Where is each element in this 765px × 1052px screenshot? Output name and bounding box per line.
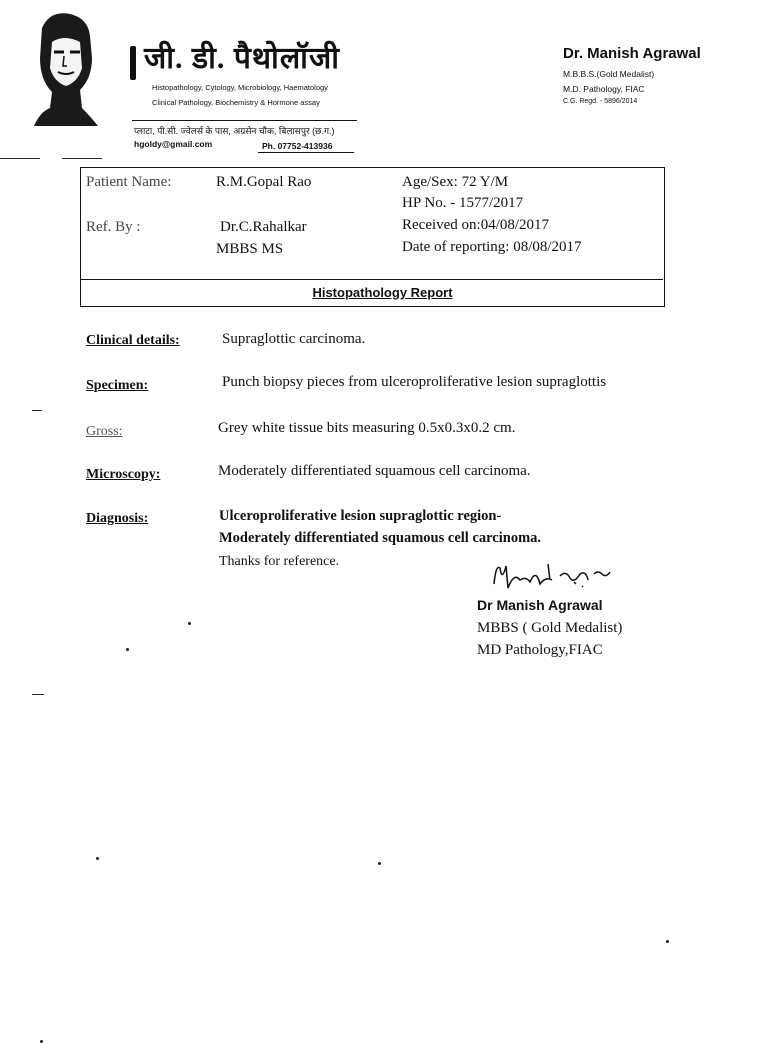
patient-box-divider — [80, 279, 663, 280]
diagnosis-label: Diagnosis: — [86, 511, 149, 526]
signatory-name: Dr Manish Agrawal — [477, 597, 603, 613]
handwritten-signature-image — [490, 558, 630, 598]
lab-services-line1: Histopathology, Cytology, Microbiology, Haematology — [152, 83, 328, 92]
scan-speck — [96, 857, 99, 860]
lab-name: जी. डी. पैथोलॉजी — [144, 42, 340, 75]
header-doctor-qual1: M.B.B.S.(Gold Medalist) — [563, 69, 655, 79]
lab-phone: Ph. 07752-413936 — [262, 141, 333, 151]
header-rule — [62, 158, 102, 159]
diagnosis-line2: Moderately differentiated squamous cell carcinoma. — [219, 530, 542, 546]
scan-mark — [32, 410, 42, 411]
scan-speck — [666, 940, 669, 943]
ref-doctor-qual: MBBS MS — [216, 241, 284, 257]
header-doctor-reg: C.G. Regd. - 5896/2014 — [563, 98, 638, 105]
specimen-value: Punch biopsy pieces from ulceroproliferative lesion supraglottis — [222, 374, 607, 390]
patient-name-label: Patient Name: — [86, 174, 172, 190]
doctor-portrait-image — [30, 8, 100, 128]
lab-address: प्लाटा, पी.सी. ज्वेलर्स के पास, अग्रसेन चौक, बिलासपुर (छ.ग.) — [134, 126, 335, 136]
patient-age-sex: Age/Sex: 72 Y/M — [402, 174, 509, 190]
divider — [132, 120, 357, 121]
gross-label: Gross: — [86, 424, 123, 439]
scan-mark — [32, 694, 44, 695]
diagnosis-line1: Ulceroproliferative lesion supraglottic region- — [219, 508, 502, 524]
thanks-note: Thanks for reference. — [219, 554, 340, 569]
clinical-details-value: Supraglottic carcinoma. — [222, 331, 366, 347]
lab-email: hgoldy@gmail.com — [134, 139, 213, 149]
scan-speck — [378, 862, 381, 865]
logo-mark — [130, 46, 136, 80]
microscopy-value: Moderately differentiated squamous cell carcinoma. — [218, 463, 531, 479]
ref-doctor: Dr.C.Rahalkar — [220, 219, 307, 235]
gross-value: Grey white tissue bits measuring 0.5x0.3x0.2 cm. — [218, 420, 516, 436]
lab-services-line2: Clinical Pathology, Biochemistry & Hormone assay — [152, 98, 320, 107]
scan-speck — [40, 1040, 43, 1043]
patient-name: R.M.Gopal Rao — [216, 174, 312, 190]
scan-speck — [188, 622, 191, 625]
reporting-date: Date of reporting: 08/08/2017 — [402, 239, 582, 255]
signatory-qual2: MD Pathology,FIAC — [477, 642, 603, 658]
specimen-label: Specimen: — [86, 378, 149, 393]
divider — [258, 152, 354, 153]
microscopy-label: Microscopy: — [86, 467, 161, 482]
clinical-details-label: Clinical details: — [86, 333, 180, 348]
ref-by-label: Ref. By : — [86, 219, 141, 235]
header-doctor-name: Dr. Manish Agrawal — [563, 45, 701, 62]
header-rule — [0, 158, 40, 159]
signatory-qual1: MBBS ( Gold Medalist) — [477, 620, 623, 636]
hp-number: HP No. - 1577/2017 — [402, 195, 524, 211]
scan-speck — [126, 648, 129, 651]
header-doctor-qual2: M.D. Pathology, FIAC — [563, 84, 645, 94]
report-title: Histopathology Report — [312, 285, 453, 300]
received-date: Received on:04/08/2017 — [402, 217, 550, 233]
